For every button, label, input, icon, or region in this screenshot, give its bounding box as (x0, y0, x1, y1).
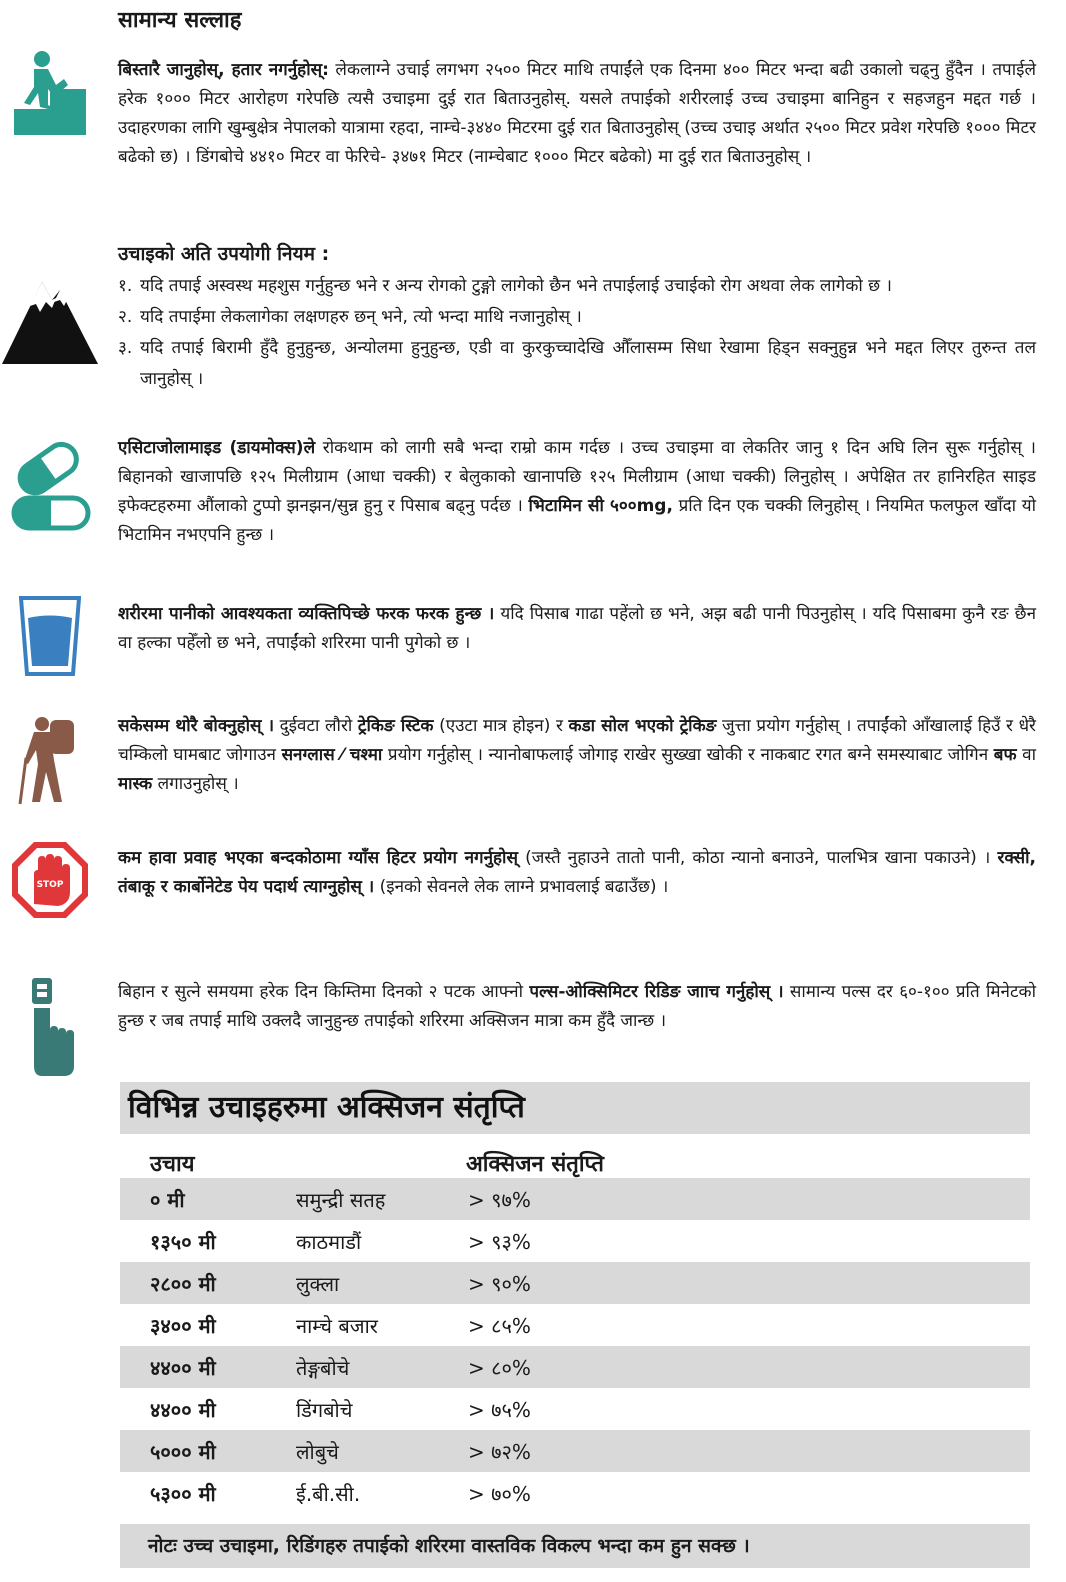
table-row: ४४०० मी तेङ्गबोचे > ८०% (120, 1346, 1030, 1388)
list-item: १. यदि तपाई अस्वस्थ महशुस गर्नुहुन्छ भने र अन्य रोगको टुङ्गो लागेको छैन भने तपाईलाई उचाईको रोग अथवा लेक लागेको छ । (118, 276, 892, 296)
pulse-oximeter-icon (0, 976, 100, 1080)
oxygen-saturation-table (120, 1082, 1030, 1568)
table-row: ४४०० मी डिंगबोचे > ७५% (150, 1397, 531, 1422)
rules-list (118, 271, 1036, 395)
hydration-advice: शरीरमा पानीको आवश्यकता व्यक्तिपिच्छे फरक फरक हुन्छ । यदि पिसाब गाढा पहेंलो छ भने, अझ बढी पानी पिउनुहोस् । यदि पिसाबमा कुनै रङ छैन वा हल्का पहेँलो छ भने, तपाईंको शरिरमा पानी पुगेको छ । (118, 604, 1037, 653)
table-row: ३४०० मी नाम्चे बजार > ८५% (150, 1313, 531, 1338)
pill-capsule-icon (0, 436, 100, 536)
list-item: २. यदि तपाईमा लेकलागेका लक्षणहरु छन् भने, त्यो भन्दा माथि नजानुहोस् । (118, 307, 582, 327)
table-row: ५३०० मी ई.बी.सी. > ७०% (150, 1481, 531, 1506)
table-row: ५००० मी लोबुचे > ७२% (120, 1430, 1030, 1472)
water-glass-icon (0, 594, 100, 678)
mountain-icon (0, 272, 100, 368)
table-row: २८०० मी लुक्ला > ९०% (120, 1262, 1030, 1304)
stop-sign-label: STOP (36, 880, 64, 890)
stop-hand-icon (0, 838, 100, 922)
oximeter-advice: बिहान र सुत्ने समयमा हरेक दिन किम्तिमा दिनको २ पटक आफ्नो पल्स-ओक्सिमिटर रिडिङ जााच गर्नुहोस् । सामान्य पल्स दर ६०-१०० प्रति मिनेटको हुन्छ र जब तपाई माथि उक्लदै जानुहुन्छ तपाईको शरिरमा अक्सिजन मात्रा कम हुँदै जान्छ । (118, 982, 1036, 1031)
table-row: ० मी समुन्द्री सतह > ९७% (120, 1178, 1030, 1220)
packing-advice: सकेसम्म थोरै बोक्नुहोस् । दुईवटा लौरो ट्रेकिङ स्टिक (एउटा मात्र होइन) र कडा सोल भएको ट्रेकिङ जुत्ता प्रयोग गर्नुहोस् । तपाईंको आँखालाई हिउँ र धेरै चम्किलो घामबाट जोगाउन सनग्लास ⁄ चश्मा प्रयोग गर्नुहोस् । न्यानोबाफलाई जोगाइ राखेर सुख्खा खोकी र नाकबाट रगत बग्ने समस्याबाट जोगिन बफ वा मास्क लगाउनुहोस् । (118, 716, 1037, 794)
heater-advice: कम हावा प्रवाह भएका बन्दकोठामा ग्याँस हिटर प्रयोग नगर्नुहोस् (जस्तै नुहाउने तातो पानी, कोठा न्यानो बनाउने, पालभित्र खाना पकाउने) । रक्सी, तंबाकू र कार्बोनेटेड पेय पदार्थ त्याग्नुहोस् । (इनको सेवनले लेक लाग्ने प्रभावलाई बढाउँछ) । (118, 848, 1036, 897)
table-title: विभिन्न उचाइहरुमा अक्सिजन संतृप्ति (120, 1082, 1030, 1134)
table-note: नोटः उच्च उचाइमा, रिडिंगहरु तपाईको शरिरमा वास्तविक विकल्प भन्दा कम हुन सक्छ । (120, 1524, 1030, 1568)
table-header (120, 1134, 1030, 1178)
diamox-advice: एसिटाजोलामाइड (डायमोक्स)ले रोकथाम को लागी सबै भन्दा राम्रो काम गर्दछ । उच्च उचाइमा वा लेकतिर जानु १ दिन अघि लिन सुरू गर्नुहोस् । बिहानको खाजापछि १२५ मिलीग्राम (आधा चक्की) र बेलुकाको खानापछि १२५ मिलीग्राम (आधा चक्की) लिनुहोस् । अपेक्षित तर हानिरहित साइड इफेक्टहरुमा औंलाको टुप्पो झनझन/सुन्न हुनु र पिसाब बढ्नु पर्दछ । भिटामिन सी ५००mg, प्रति दिन एक चक्की लिनुहोस् । नियमित फलफुल खाँदा यो भिटामिन नभएपनि हुन्छ । (118, 438, 1036, 545)
altitude-rules (118, 240, 1036, 395)
rules-title: उचाइको अति उपयोगी नियम : (118, 243, 330, 265)
column-header-saturation: अक्सिजन संतृप्ति (466, 1152, 604, 1177)
table-row: १३५० मी काठमाडौं > ९३% (150, 1229, 531, 1254)
list-item: ३. यदि तपाई बिरामी हुँदै हुनुहुन्छ, अन्योलमा हुनुहुन्छ, एडी वा कुरकुच्चादेखि औँलासम्म सिधा रेखामा हिड्न सक्नुहुन्न भने मद्दत लिएर तुरुन्त तल जानुहोस् । (118, 338, 1036, 389)
pace-advice: बिस्तारै जानुहोस्, हतार नगर्नुहोस्: लेकलाग्ने उचाई लगभग २५०० मिटर माथि तपाईंले एक दिनमा ४०० मिटर भन्दा बढी उकालो चढ्नु हुँदैन । तपाईले हरेक १००० मिटर आरोहण गरेपछि त्यसै उचाइमा दुई रात बिताउनुहोस्. यसले तपाईको शरीरलाई उच्च उचाइमा बानिहुन र सहजहुन मद्दत गर्छ । उदाहरणका लागि खुम्बुक्षेत्र नेपालको यात्रामा रहदा, नाम्चे-३४४० मिटरमा दुई रात बिताउनुहोस् (उच्च उचाइ अर्थात २५०० मिटर प्रवेश गरेपछि १००० मिटर बढेको छ) । डिंगबोचे ४४१० मिटर वा फेरिचे- ३४७१ मिटर (नाम्चेबाट १००० मिटर बढेको) मा दुई रात बिताउनुहोस् । (118, 60, 1036, 167)
column-header-altitude: उचाय (150, 1152, 195, 1177)
hiker-icon (0, 712, 100, 808)
stairs-climber-icon (0, 48, 100, 138)
page-title: सामान्य सल्लाह (118, 8, 242, 33)
